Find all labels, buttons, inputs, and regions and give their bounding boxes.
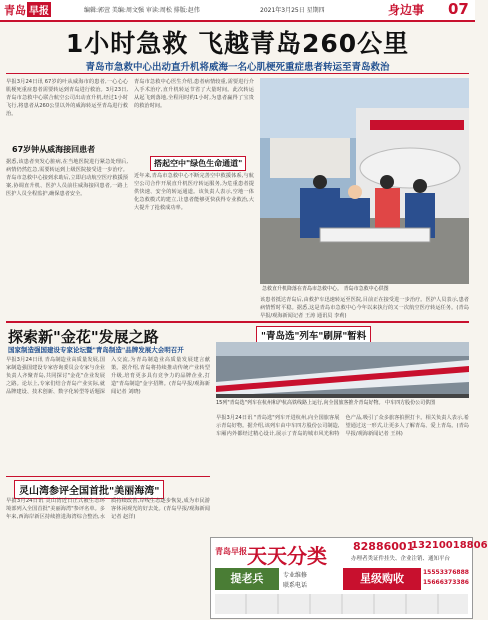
- classified-ad: [210, 537, 488, 619]
- lead-col2-text: 青岛市急救中心医生介绍,患者病情较重,需要进行介入手术治疗,直升机转运节省了大量时间。此次转运从起飞到落地,全程用时约1小时,为患者赢得了宝贵的救治时间。: [134, 79, 254, 109]
- story-right-title: "青岛选"列车"刷屏"暂料: [256, 326, 371, 344]
- ad-small-2: 联系电话: [283, 582, 308, 589]
- newspaper-logo: 青岛 早报: [4, 4, 49, 17]
- story-right-text: 早报3月24日讯 "青岛选"列车开进杭州,向全国旅客展示青岛好物。据介绍,该列车由中车四方股份公司制造,车厢内外都经过精心设计,展示了青岛的城市风光和特色产品,吸引了众多旅客拍照打卡。相关负责人表示,希望通过这一形式,让更多人了解青岛、爱上青岛。(青岛早报/观海新闻记者 王林): [216, 415, 469, 437]
- lead-headline: 1小时急救 飞越青岛260公里: [65, 29, 410, 58]
- lead-col1-subhead: 67岁钟从威海接回患者: [12, 145, 96, 154]
- ad-left-box: 提老兵: [215, 568, 279, 590]
- lead-subhead: 青岛市急救中心出动直升机将威海一名心肌梗死重症患者转运至青岛救治: [85, 62, 390, 73]
- train-photo-caption: 15列"青岛选"列车在杭州和沪杭高铁线路上运行,向全国旅客推介青岛好物。 中车四方股份公司供图: [216, 400, 436, 406]
- story-left-title: 探索新"金花"发展之路: [8, 328, 159, 346]
- divider: [6, 321, 469, 323]
- story-left-subtitle: 国家制造强国建设专家论坛暨"青岛制造"品牌发展大会明召开: [8, 346, 184, 354]
- lead-col2-subhead: 搭起空中"绿色生命通道": [150, 156, 246, 171]
- masthead: [0, 0, 475, 22]
- lead-col1-text2: 据悉,该患者突发心脏病,在当地医院进行紧急处理后,病情仍然危急,需要转运到上级医院接受进一步治疗。青岛市急救中心接到求助后,立即启动航空医疗救援预案,协调直升机、医护人员前往威海接回患者,一路上医护人员全程监护,确保患者安全。: [6, 159, 128, 197]
- divider: [6, 476, 210, 477]
- train-photo: [216, 342, 469, 398]
- ad-brand: 青岛早报: [215, 547, 247, 556]
- divider: [6, 73, 469, 74]
- story-left-text: 早报3月24日讯 青岛制造业高质量发展,国家制造强国建设专家咨询委员会专家与企业负责人齐聚青岛,共同探讨"金花"企业发展之路。论坛上,专家们结合青岛产业实际,就品牌建设、技术创新、数字化转型等话题深入交流,为青岛制造业高质量发展建言献策。据介绍,青岛将持续推动传统产业转型升级,培育更多具有竞争力的品牌企业,打造"青岛制造"金字招牌。(青岛早报/观海新闻记者 刘晓): [6, 357, 210, 395]
- lead-col2-text2: 近年来,青岛市急救中心不断完善空中救援体系,与航空公司合作开展直升机医疗转运服务,为危重患者提供快速、安全的转运通道。该负责人表示,空地一体化急救模式的建立,让患者能够更快获得专业救治,大大提升了抢救成功率。: [134, 173, 254, 211]
- train-photo-illustration: [216, 342, 469, 398]
- ad-listings-strip: [215, 594, 468, 614]
- ad-title: 天天分类: [247, 544, 327, 568]
- editor-info: 编辑:郭萱 美编:周文强 审读:周松 排版:赵伟: [84, 7, 200, 14]
- ad-subtitle: 办理者类证件挂失、企业注销、通知平台: [351, 556, 451, 562]
- helicopter-photo-caption: 急救直升机降落在青岛市急救中心。 青岛市急救中心供图: [262, 286, 389, 292]
- section-name: 身边事: [388, 3, 425, 17]
- ad-phone-1: 82886001: [353, 540, 415, 553]
- lead-col1-text: 早报3月24日讯 67岁的叶从威海市的患者,一心心心肌梗死重症患者需要转运到青岛进行救治。3月23日,青岛市急救中心联合航空公司出动直升机,经过1小时飞行,将患者从260公里以外的威海转运至青岛进行救治。: [6, 79, 128, 117]
- ad-small-1: 专业维修: [283, 572, 308, 579]
- ad-phone-2: 13210018806: [411, 540, 488, 551]
- helicopter-photo-illustration: [260, 78, 469, 284]
- helicopter-photo: [260, 78, 469, 284]
- ad-phone-3: 15553376888: [423, 569, 469, 576]
- story-lower-title: 灵山湾参评全国首批"美丽海湾": [14, 480, 164, 499]
- ad-header: [211, 538, 488, 568]
- page-number: 07: [448, 0, 469, 18]
- story-lower-text: 早报3月24日讯 灵山湾近日正式被生态环境部列入全国首批"美丽海湾"参评名单。多年来,西海岸新区持续推进海湾综合整治,水质持续改善,岸线生态逐步恢复,成为市民游客休闲观光的好去处。(青岛早报/观海新闻记者 赵洋): [6, 498, 210, 520]
- ad-phone-4: 15666373386: [423, 579, 469, 586]
- lead-col3-text: 该患者抵达青岛后,由救护车迅速转运至医院,目前正在接受进一步治疗。医护人员表示,患者病情暂时平稳。据悉,这是青岛市急救中心今年以来执行的又一次航空医疗转运任务。(青岛早报/观海新闻记者 王涛 通讯员 李莉): [260, 297, 469, 319]
- ad-right-box: 星级购收: [343, 568, 421, 590]
- issue-date: 2021年3月25日 星期四: [260, 7, 325, 14]
